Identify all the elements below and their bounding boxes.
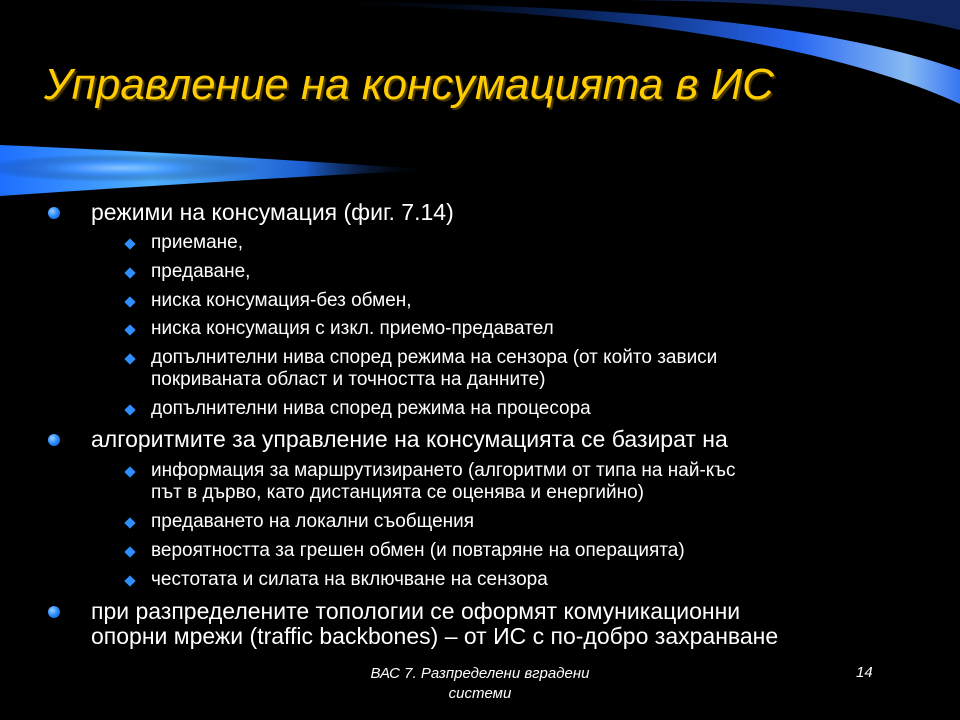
list-item-text: предаване, <box>151 261 251 282</box>
list-item-text: приемане, <box>151 232 244 253</box>
list-item <box>151 347 717 391</box>
list-item <box>91 427 728 452</box>
diamond-bullet-icon <box>124 238 135 249</box>
diamond-bullet-icon <box>124 517 135 528</box>
diamond-bullet-icon <box>124 296 135 307</box>
list-item-text-line: покриваната област и точността на данните) <box>151 369 546 390</box>
footer-line: ВАС 7. Разпределени вградени <box>370 665 590 682</box>
list-item-text: честотата и силата на включване на сензора <box>151 569 548 590</box>
list-item-text-line: път в дърво, като дистанцията се оценява и енергийно) <box>151 482 644 503</box>
circle-bullet-icon <box>48 207 60 219</box>
diamond-bullet-icon <box>124 575 135 586</box>
list-item-text: ниска консумация с изкл. приемо-предавател <box>151 318 554 339</box>
list-item <box>151 511 474 533</box>
footer-line: системи <box>448 685 512 702</box>
list-item <box>151 290 412 312</box>
page-number: 14 <box>856 664 873 681</box>
slide-footer <box>330 664 630 704</box>
slide-title: Управление на консумацията в ИС <box>44 60 774 109</box>
circle-bullet-icon <box>48 434 60 446</box>
diamond-bullet-icon <box>124 466 135 477</box>
list-item <box>91 200 454 225</box>
list-item-text: предаването на локални съобщения <box>151 511 475 532</box>
list-item-text: допълнителни нива според режима на процесора <box>151 398 591 419</box>
list-item-text: алгоритмите за управление на консумацията се базират на <box>91 426 728 452</box>
list-item-text-line: при разпределените топологии се оформят комуникационни <box>91 598 741 624</box>
list-item <box>151 569 548 591</box>
list-item-text: режими на консумация (фиг. 7.14) <box>91 199 454 225</box>
diamond-bullet-icon <box>124 404 135 415</box>
list-item <box>151 540 685 562</box>
diamond-bullet-icon <box>124 267 135 278</box>
list-item <box>151 318 554 340</box>
list-item-text-line: опорни мрежи (traffic backbones) – от ИС с по-добро захранване <box>91 623 779 649</box>
list-item-text-line: допълнителни нива според режима на сензора (от който зависи <box>151 347 718 368</box>
list-item-text: ниска консумация-без обмен, <box>151 290 412 311</box>
list-item-text-line: информация за маршрутизирането (алгоритми от типа на най-къс <box>151 460 736 481</box>
list-item <box>151 398 591 420</box>
diamond-bullet-icon <box>124 353 135 364</box>
circle-bullet-icon <box>48 606 60 618</box>
diamond-bullet-icon <box>124 324 135 335</box>
list-item <box>91 599 778 649</box>
list-item <box>151 460 735 504</box>
list-item <box>151 261 250 283</box>
list-item <box>151 232 243 254</box>
diamond-bullet-icon <box>124 546 135 557</box>
list-item-text: вероятността за грешен обмен (и повтаряне на операцията) <box>151 540 685 561</box>
